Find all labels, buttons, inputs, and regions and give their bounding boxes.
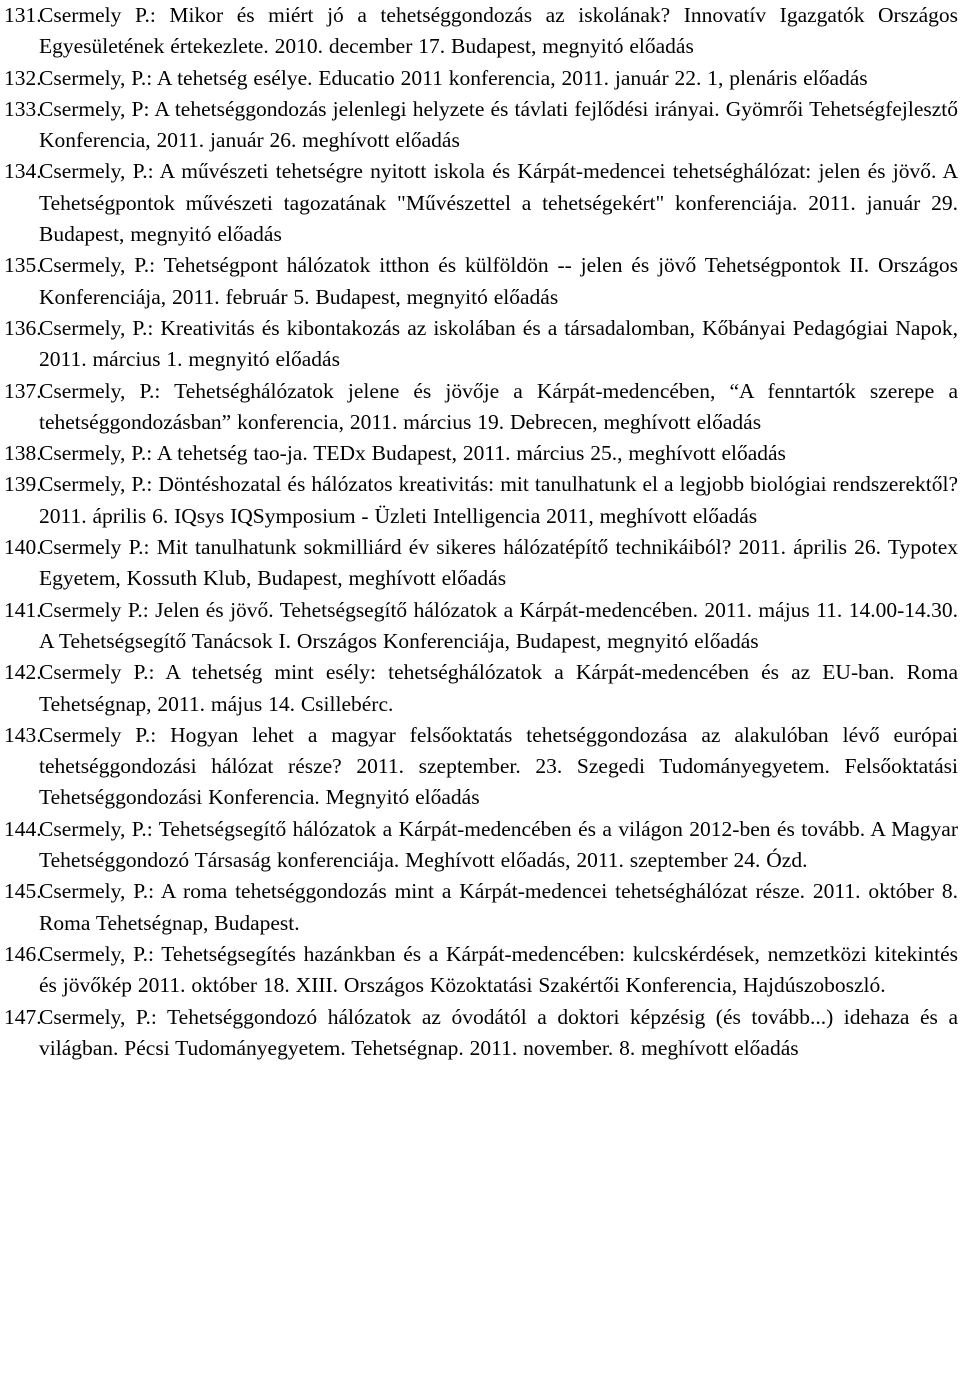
reference-item xyxy=(4,595,958,658)
reference-number: 147. xyxy=(4,1004,42,1029)
reference-text: Csermely P.: Mit tanulhatunk sokmilliárd év sikeres hálózatépítő technikáiból? 2011. április 26. Typotex Egyetem, Kossuth Klub, Budapest, meghívott előadás xyxy=(39,535,958,591)
reference-number: 131. xyxy=(4,3,42,27)
reference-text: Csermely, P.: A művészeti tehetségre nyitott iskola és Kárpát-medencei tehetséghálózat: jelen és jövő. A Tehetségpontok művészeti tagozatának "Művészettel a tehetségekért" konferenciája. 2011. január 29. Budapest, megnyitó előadás xyxy=(39,159,958,247)
reference-item xyxy=(4,376,958,439)
reference-item xyxy=(4,876,958,939)
reference-text: Csermely, P.: Tehetséggondozó hálózatok az óvodától a doktori képzésig (és tovább...) idehaza és a világban. Pécsi Tudományegyetem. Tehetségnap. 2011. november. 8. meghívott előadás xyxy=(39,1004,958,1060)
reference-number: 138. xyxy=(4,441,42,466)
reference-number: 137. xyxy=(4,378,42,403)
reference-number: 142. xyxy=(4,660,42,685)
reference-text: Csermely P.: A tehetség mint esély: tehetséghálózatok a Kárpát-medencében és az EU-ban. Roma Tehetségnap, 2011. május 14. Csillebérc. xyxy=(39,660,958,716)
reference-text: Csermely, P: A tehetséggondozás jelenlegi helyzete és távlati fejlődési irányai. Gyömrői Tehetségfejlesztő Konferencia, 2011. január 26. meghívott előadás xyxy=(39,96,958,153)
reference-item xyxy=(4,814,958,877)
reference-text: Csermely, P.: A roma tehetséggondozás mint a Kárpát-medencei tehetséghálózat része. 2011. október 8. Roma Tehetségnap, Budapest. xyxy=(39,879,958,935)
reference-text: Csermely, P.: A tehetség tao-ja. TEDx Budapest, 2011. március 25., meghívott előadás xyxy=(39,441,786,466)
reference-item xyxy=(4,720,958,814)
reference-number: 133. xyxy=(4,96,42,121)
reference-item xyxy=(4,438,958,469)
reference-item xyxy=(4,939,958,1002)
reference-number: 141. xyxy=(4,597,42,622)
reference-number: 146. xyxy=(4,941,42,966)
reference-item xyxy=(4,532,958,595)
reference-number: 136. xyxy=(4,315,42,340)
reference-item xyxy=(4,0,958,63)
reference-text: Csermely P.: Hogyan lehet a magyar felsőoktatás tehetséggondozása az alakulóban lévő európai tehetséggondozási hálózat része? 2011. szeptember. 23. Szegedi Tudományegyetem. Felsőoktatási Tehetséggondozási Konferencia. Megnyitó előadás xyxy=(39,722,958,810)
reference-item xyxy=(4,250,958,313)
reference-text: Csermely P.: Mikor és miért jó a tehetséggondozás az iskolának? Innovatív Igazgatók Országos Egyesületének értekezlete. 2010. december 17. Budapest, megnyitó előadás xyxy=(39,3,958,59)
reference-text: Csermely, P.: Tehetségsegítés hazánkban és a Kárpát-medencében: kulcskérdések, nemzetközi kitekintés és jövőkép 2011. október 18. XIII. Országos Közoktatási Szakértői Konferencia, Hajdúszoboszló. xyxy=(39,941,958,998)
reference-item xyxy=(4,156,958,250)
reference-text: Csermely, P.: Tehetséghálózatok jelene és jövője a Kárpát-medencében, “A fenntartók szerepe a tehetséggondozásban” konferencia, 2011. március 19. Debrecen, meghívott előadás xyxy=(39,378,958,434)
reference-text: Csermely P.: Jelen és jövő. Tehetségsegítő hálózatok a Kárpát-medencében. 2011. május 11. 14.00-14.30. A Tehetségsegítő Tanácsok I. Országos Konferenciája, Budapest, megnyitó előadás xyxy=(39,597,958,653)
reference-number: 132. xyxy=(4,65,42,90)
reference-text: Csermely, P.: Tehetségsegítő hálózatok a Kárpát-medencében és a világon 2012-ben és tovább. A Magyar Tehetséggondozó Társaság konferenciája. Meghívott előadás, 2011. szeptember 24. Ózd. xyxy=(39,816,958,873)
reference-text: Csermely, P.: A tehetség esélye. Educatio 2011 konferencia, 2011. január 22. 1, plenáris előadás xyxy=(39,65,868,90)
reference-item xyxy=(4,657,958,720)
reference-number: 145. xyxy=(4,879,42,904)
reference-item xyxy=(4,469,958,532)
reference-number: 139. xyxy=(4,472,42,497)
reference-text: Csermely, P.: Döntéshozatal és hálózatos kreativitás: mit tanulhatunk el a legjobb biológiai rendszerektől? 2011. április 6. IQsys IQSymposium - Üzleti Intelligencia 2011, meghívott előadás xyxy=(39,472,958,528)
reference-number: 135. xyxy=(4,253,42,278)
reference-item xyxy=(4,313,958,376)
reference-item xyxy=(4,94,958,157)
reference-item xyxy=(4,63,958,94)
reference-number: 144. xyxy=(4,816,42,841)
reference-number: 140. xyxy=(4,535,42,560)
reference-number: 143. xyxy=(4,722,42,747)
reference-list xyxy=(4,0,958,1064)
reference-text: Csermely, P.: Tehetségpont hálózatok itthon és külföldön -- jelen és jövő Tehetségpontok II. Országos Konferenciája, 2011. február 5. Budapest, megnyitó előadás xyxy=(39,253,958,309)
reference-text: Csermely, P.: Kreativitás és kibontakozás az iskolában és a társadalomban, Kőbányai Pedagógiai Napok, 2011. március 1. megnyitó előadás xyxy=(39,315,958,372)
reference-item xyxy=(4,1002,958,1065)
reference-number: 134. xyxy=(4,159,42,184)
